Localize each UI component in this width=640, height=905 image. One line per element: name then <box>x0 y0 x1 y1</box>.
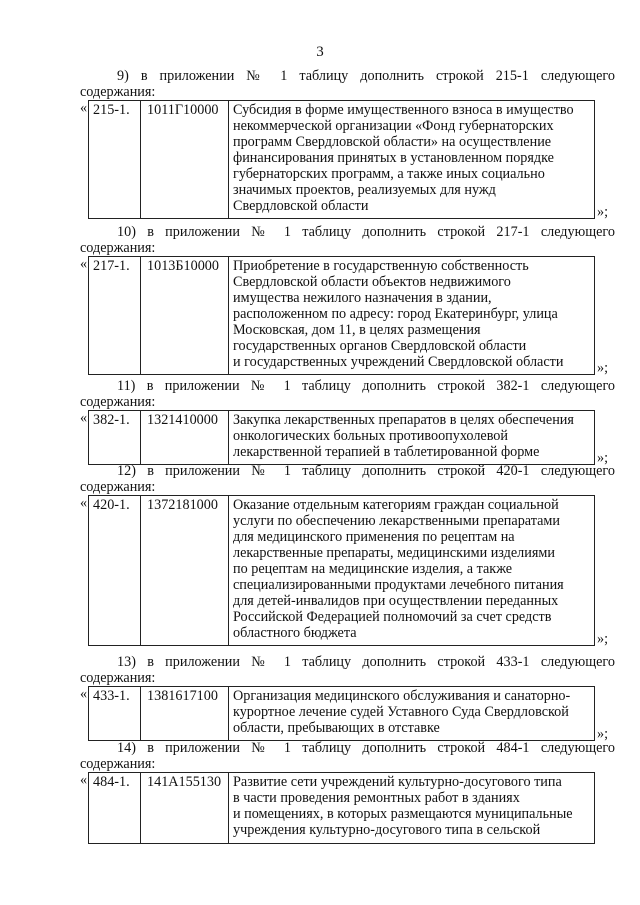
budget-code-cell: 1321410000 <box>141 411 229 464</box>
amendment-intro-continuation: содержания: <box>80 84 156 100</box>
description-line: услуги по обеспечению лекарственными препаратами <box>233 513 560 529</box>
description-line: Субсидия в форме имущественного взноса в имущество <box>233 102 574 118</box>
opening-quote: « <box>80 100 88 116</box>
description-line: и государственных учреждений Свердловской области <box>233 354 564 370</box>
description-line: курортное лечение судей Уставного Суда Свердловской <box>233 704 569 720</box>
description-line: и помещениях, в которых размещаются муниципальные <box>233 806 573 822</box>
description-line: учреждения культурно-досугового типа в сельской <box>233 822 541 838</box>
description-line: для детей-инвалидов при осуществлении переданных <box>233 593 559 609</box>
table-row-box <box>88 256 595 375</box>
description-line: в части проведения ремонтных работ в зданиях <box>233 790 520 806</box>
table-row <box>80 256 615 379</box>
amendment-item <box>80 378 615 469</box>
opening-quote: « <box>80 495 88 511</box>
description-line: Организация медицинского обслуживания и санаторно- <box>233 688 571 704</box>
opening-quote: « <box>80 772 88 788</box>
description-line: государственных органов Свердловской области <box>233 338 527 354</box>
opening-quote: « <box>80 256 88 272</box>
description-cell <box>229 257 594 374</box>
amendment-intro-continuation: содержания: <box>80 240 156 256</box>
description-line: Российской Федерацией полномочий за счет средств <box>233 609 552 625</box>
amendment-item <box>80 740 615 848</box>
table-row <box>80 772 615 848</box>
description-cell <box>229 773 594 843</box>
row-number-cell: 433-1. <box>89 687 141 740</box>
amendment-intro-continuation: содержания: <box>80 479 156 495</box>
row-number-cell: 484-1. <box>89 773 141 843</box>
amendment-intro: 11) в приложении № 1 таблицу дополнить строкой 382-1 следующего <box>117 378 615 394</box>
description-line: специализированными продуктами лечебного питания <box>233 577 564 593</box>
budget-code-cell: 141А155130 <box>141 773 229 843</box>
description-cell <box>229 687 594 740</box>
description-line: Оказание отдельным категориям граждан социальной <box>233 497 559 513</box>
amendment-intro: 10) в приложении № 1 таблицу дополнить строкой 217-1 следующего <box>117 224 615 240</box>
description-line: некоммерческой организации «Фонд губернаторских <box>233 118 554 134</box>
description-line: для медицинского применения по рецептам на <box>233 529 515 545</box>
table-row-box <box>88 100 595 219</box>
closing-quote: »; <box>597 631 609 647</box>
description-line: имущества нежилого назначения в здании, <box>233 290 492 306</box>
description-cell <box>229 496 594 645</box>
amendment-item <box>80 224 615 379</box>
description-line: Закупка лекарственных препаратов в целях обеспечения <box>233 412 574 428</box>
description-line: значимых проектов, реализуемых для нужд <box>233 182 496 198</box>
page-number: 3 <box>316 44 324 60</box>
closing-quote: »; <box>597 204 609 220</box>
table-row-box <box>88 686 595 741</box>
budget-code-cell: 1372181000 <box>141 496 229 645</box>
amendment-item <box>80 68 615 223</box>
description-line: Свердловской области <box>233 198 369 214</box>
table-row <box>80 100 615 223</box>
description-cell <box>229 411 594 464</box>
amendment-intro: 14) в приложении № 1 таблицу дополнить строкой 484-1 следующего <box>117 740 615 756</box>
description-line: лекарственной терапией в таблетированной форме <box>233 444 540 460</box>
closing-quote: »; <box>597 450 609 466</box>
row-number-cell: 217-1. <box>89 257 141 374</box>
budget-code-cell: 1381617100 <box>141 687 229 740</box>
description-line: онкологических больных противоопухолевой <box>233 428 508 444</box>
description-line: Развитие сети учреждений культурно-досугового типа <box>233 774 562 790</box>
opening-quote: « <box>80 686 88 702</box>
description-line: по рецептам на медицинские изделия, а также <box>233 561 513 577</box>
description-line: области, пребывающих в отставке <box>233 720 440 736</box>
description-line: расположенном по адресу: город Екатеринбург, улица <box>233 306 558 322</box>
row-number-cell: 420-1. <box>89 496 141 645</box>
budget-code-cell: 1013Б10000 <box>141 257 229 374</box>
amendment-intro: 12) в приложении № 1 таблицу дополнить строкой 420-1 следующего <box>117 463 615 479</box>
row-number-cell: 215-1. <box>89 101 141 218</box>
description-line: губернаторских программ, а также иных социально <box>233 166 545 182</box>
description-line: программ Свердловской области» на осуществление <box>233 134 552 150</box>
amendment-item <box>80 654 615 745</box>
amendment-intro: 9) в приложении № 1 таблицу дополнить строкой 215-1 следующего <box>117 68 615 84</box>
description-line: Свердловской области объектов недвижимого <box>233 274 511 290</box>
closing-quote: »; <box>597 726 609 742</box>
amendment-intro: 13) в приложении № 1 таблицу дополнить строкой 433-1 следующего <box>117 654 615 670</box>
amendment-intro-continuation: содержания: <box>80 670 156 686</box>
description-line: Приобретение в государственную собственность <box>233 258 529 274</box>
table-row-box <box>88 495 595 646</box>
description-line: Московская, дом 11, в целях размещения <box>233 322 481 338</box>
amendment-intro-continuation: содержания: <box>80 394 156 410</box>
description-line: лекарственные препараты, медицинскими изделиями <box>233 545 555 561</box>
description-cell <box>229 101 594 218</box>
amendment-item <box>80 463 615 650</box>
description-line: областного бюджета <box>233 625 357 641</box>
table-row-box <box>88 772 595 844</box>
table-row <box>80 686 615 745</box>
table-row-box <box>88 410 595 465</box>
budget-code-cell: 1011Г10000 <box>141 101 229 218</box>
description-line: финансирования принятых в установленном порядке <box>233 150 554 166</box>
amendment-intro-continuation: содержания: <box>80 756 156 772</box>
table-row <box>80 495 615 650</box>
opening-quote: « <box>80 410 88 426</box>
closing-quote: »; <box>597 360 609 376</box>
row-number-cell: 382-1. <box>89 411 141 464</box>
table-row <box>80 410 615 469</box>
